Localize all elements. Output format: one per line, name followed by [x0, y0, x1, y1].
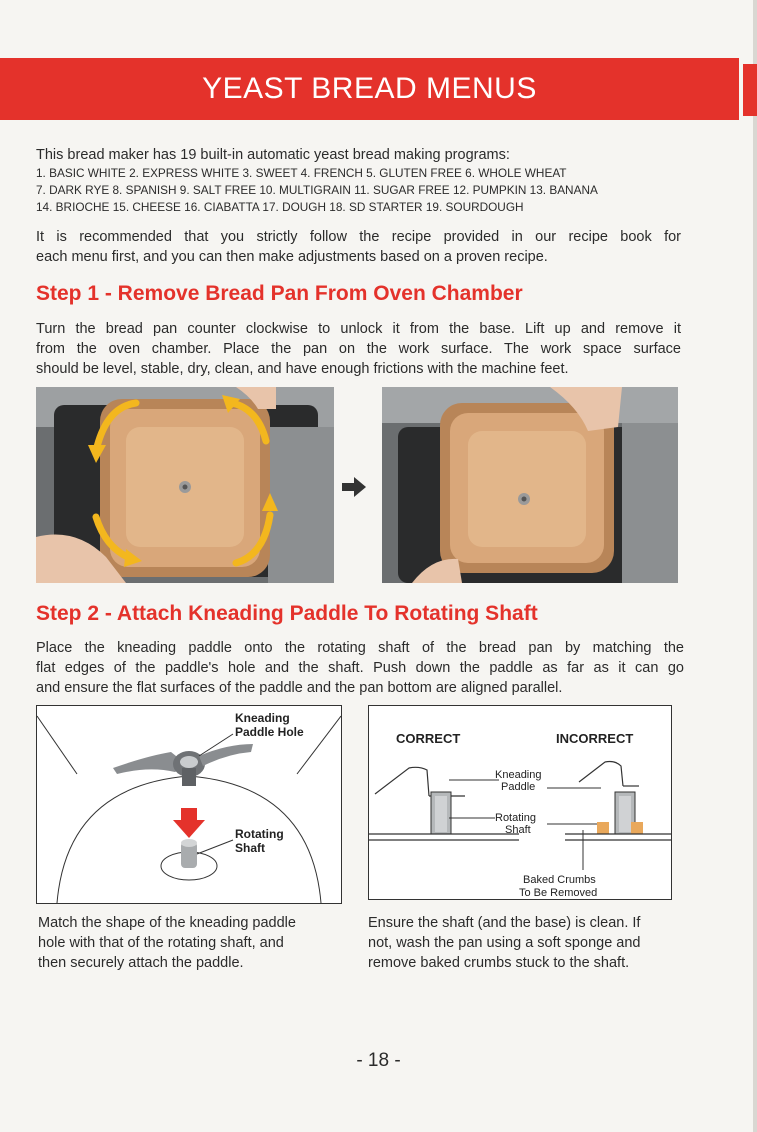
photo-unlock-pan-illustration	[36, 387, 334, 583]
step-1-line-1: Turn the bread pan counter clockwise to unlock it from the base. Lift up and remove it	[36, 321, 681, 337]
photo-lift-pan	[382, 387, 678, 583]
step-2-line-2: flat edges of the paddle's hole and the shaft. Push down the paddle as far as it can go	[36, 660, 684, 676]
label-kneading: Kneading	[235, 711, 290, 725]
programs-line-3: 14. BRIOCHE 15. CHEESE 16. CIABATTA 17. DOUGH 18. SD STARTER 19. SOURDOUGH	[36, 200, 524, 214]
intro-lead: This bread maker has 19 built-in automatic yeast bread making programs:	[36, 147, 510, 163]
label-paddle-hole: Paddle Hole	[235, 725, 304, 739]
correct-incorrect-figure	[368, 705, 672, 900]
step-1-line-2: from the oven chamber. Place the pan on the work surface. The work space surface	[36, 341, 681, 357]
step-2-line-3: and ensure the flat surfaces of the paddle and the pan bottom are aligned parallel.	[36, 680, 563, 696]
programs-line-2: 7. DARK RYE 8. SPANISH 9. SALT FREE 10. MULTIGRAIN 11. SUGAR FREE 12. PUMPKIN 13. BANANA	[36, 183, 598, 197]
label-incorrect: INCORRECT	[556, 731, 634, 746]
step-1-line-3: should be level, stable, dry, clean, and have enough frictions with the machine feet.	[36, 361, 569, 377]
recommend-line-2: each menu first, and you can then make adjustments based on a proven recipe.	[36, 249, 548, 265]
caption-left-1: Match the shape of the kneading paddle	[38, 915, 296, 931]
step-2-line-1: Place the kneading paddle onto the rotating shaft of the bread pan by matching the	[36, 640, 684, 656]
page-number: - 18 -	[356, 1050, 401, 1071]
recommend-line-1: It is recommended that you strictly follow the recipe provided in our recipe book for	[36, 229, 681, 245]
label-kneading-right: Kneading	[495, 769, 542, 781]
paddle-shaft-diagram	[37, 706, 341, 903]
correct-incorrect-diagram	[369, 706, 671, 899]
label-rotating-right: Rotating	[495, 812, 536, 824]
programs-line-1: 1. BASIC WHITE 2. EXPRESS WHITE 3. SWEET 4. FRENCH 5. GLUTEN FREE 6. WHOLE WHEAT	[36, 166, 567, 180]
banner-tab	[743, 64, 757, 116]
label-shaft: Shaft	[235, 841, 265, 855]
caption-right-3: remove baked crumbs stuck to the shaft.	[368, 955, 630, 971]
step-2-title: Step 2 - Attach Kneading Paddle To Rotating Shaft	[36, 602, 538, 625]
caption-right-2: not, wash the pan using a soft sponge and	[368, 935, 641, 951]
caption-left-3: then securely attach the paddle.	[38, 955, 244, 971]
photo-lift-pan-illustration	[382, 387, 678, 583]
caption-left-2: hole with that of the rotating shaft, and	[38, 935, 284, 951]
step-1-title: Step 1 - Remove Bread Pan From Oven Chamber	[36, 282, 523, 305]
label-paddle-right: Paddle	[501, 781, 536, 793]
section-banner: YEAST BREAD MENUS	[0, 58, 739, 120]
label-baked-crumbs: Baked Crumbs	[523, 874, 596, 886]
caption-right-1: Ensure the shaft (and the base) is clean. If	[368, 915, 641, 931]
label-to-be-removed: To Be Removed	[519, 887, 598, 899]
label-correct: CORRECT	[396, 731, 461, 746]
photo-unlock-pan	[36, 387, 334, 583]
page-edge	[753, 0, 757, 1132]
paddle-shaft-figure	[36, 705, 342, 904]
label-rotating: Rotating	[235, 827, 284, 841]
next-arrow-icon	[342, 477, 366, 497]
label-shaft-right: Shaft	[505, 824, 531, 836]
